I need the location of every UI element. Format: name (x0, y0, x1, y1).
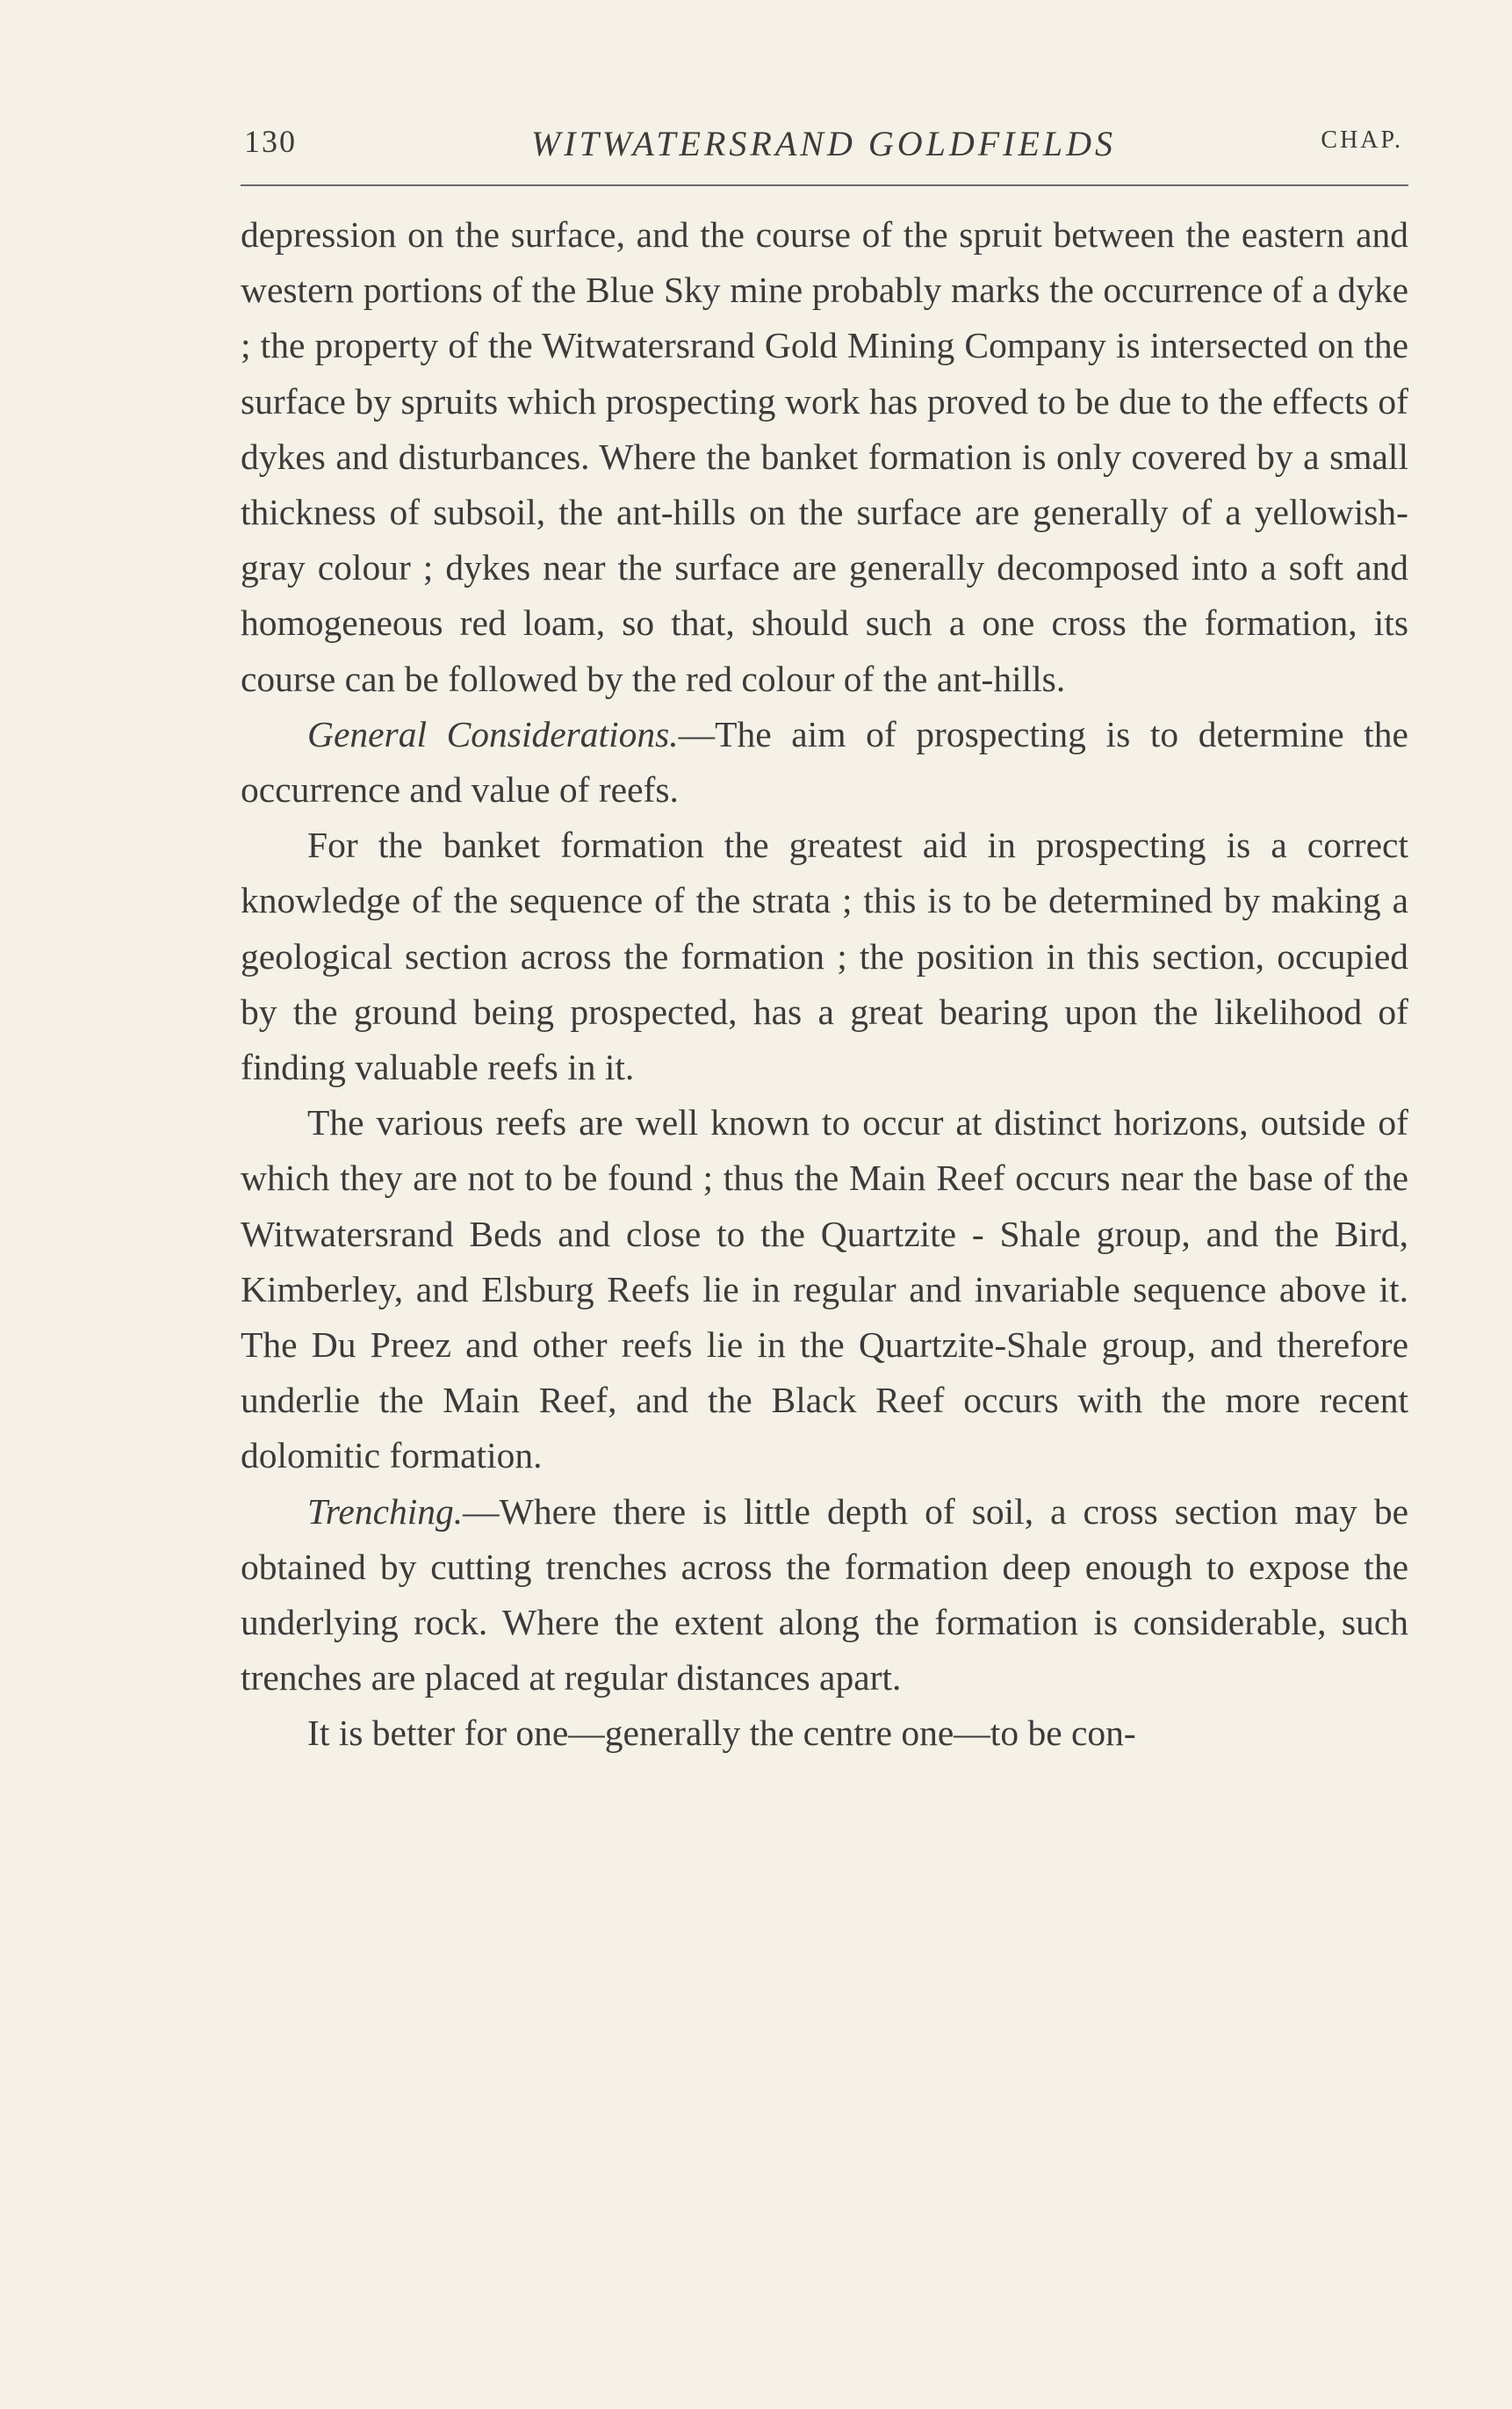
body-text (241, 207, 1408, 1762)
running-head (244, 123, 1403, 172)
page-number: 130 (244, 124, 297, 159)
paragraph-banket-formation (241, 818, 1408, 1095)
running-title: WITWATERSRAND GOLDFIELDS (530, 124, 1117, 163)
paragraph-general-considerations (241, 707, 1408, 818)
section-run-in-heading: General Considerations. (307, 713, 679, 754)
paragraph-dykes (241, 207, 1408, 707)
paragraph-text: It is better for one—generally the centre one—to be con- (307, 1713, 1136, 1754)
paragraph-text: depression on the surface, and the course of the spruit between the eastern and western portions of the Blue Sky mine probably marks the occurrence of a dyke ; the property of the Witwatersrand Gold Mining Company is intersected on the surface by spruits which prospecting work has proved to be due to the effects of dykes and disturbances. Where the banket formation is only covered by a small thickness of subsoil, the ant-hills on the surface are generally of a yellowish-gray colour ; dykes near the surface are generally decomposed into a soft and homogeneous red loam, so that, should such a one cross the formation, its course can be followed by the red colour of the ant-hills. (241, 214, 1408, 699)
paragraph-text: —Where there is little depth of soil, a cross section may be obtained by cutting trenches across the formation deep enough to expose the underlying rock. Where the extent along the formation is considerable, such trenches are placed at regular distances apart. (241, 1490, 1408, 1699)
chapter-label: CHAP. (1321, 126, 1403, 154)
section-run-in-heading: Trenching. (307, 1490, 464, 1532)
paragraph-text: For the banket formation the greatest aid in prospecting is a correct knowledge of the sequence of the strata ; this is to be determined by making a geological section across the formation ; the position in this section, occupied by the ground being prospected, has a great bearing upon the likelihood of finding valuable reefs in it. (241, 825, 1408, 1088)
paragraph-various-reefs (241, 1095, 1408, 1483)
paragraph-text: The various reefs are well known to occur at distinct horizons, outside of which they are not to be found ; thus the Main Reef occurs near the base of the Witwatersrand Beds and close to the Quartzite - Shale group, and the Bird, Kimberley, and Elsburg Reefs lie in regular and invariable sequence above it. The Du Preez and other reefs lie in the Quartzite-Shale group, and therefore underlie the Main Reef, and the Black Reef occurs with the more recent dolomitic formation. (241, 1102, 1408, 1476)
paragraph-trenching (241, 1484, 1408, 1706)
paragraph-text: —The aim of prospecting is to determine the occurrence and value of reefs. (241, 713, 1408, 811)
header-rule (241, 184, 1408, 186)
paragraph-continuation (241, 1706, 1408, 1761)
